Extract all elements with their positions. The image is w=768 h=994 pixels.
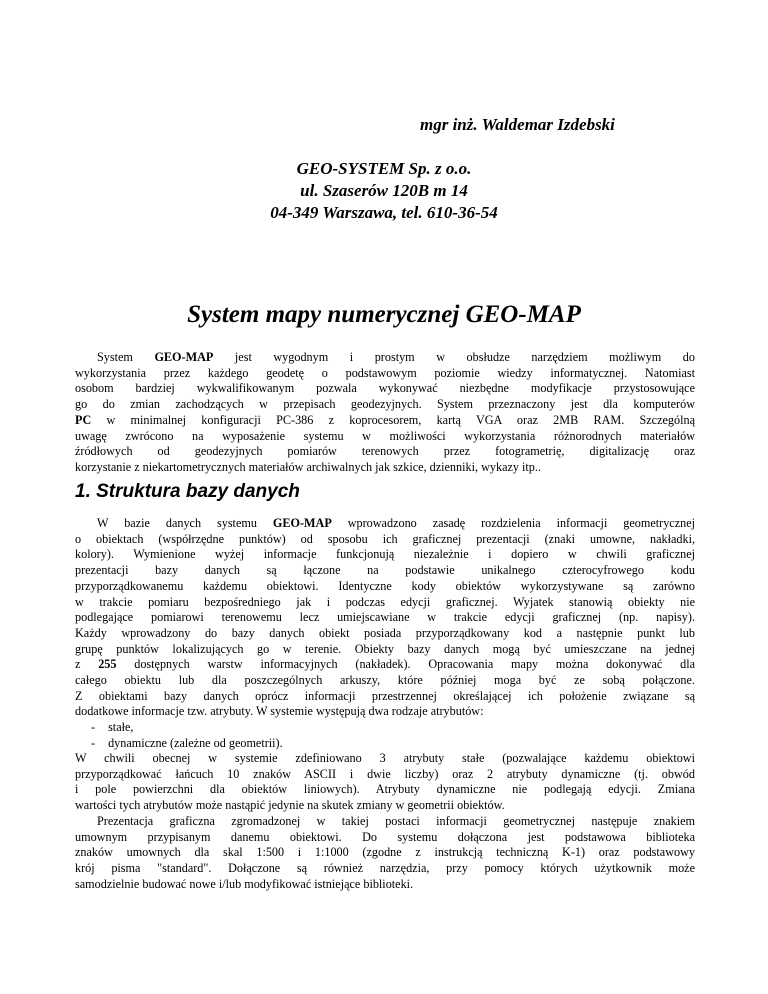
text-line: umownym przypisanym danemu obiektowi. Do systemu dołączona jest podstawowa biblioteka [75,829,695,844]
text-line: przyporządkować łańcuch 10 znaków ASCII i dwie liczby) oraz 2 atrybuty dynamiczne (tj. obwód [75,766,695,781]
document-title: System mapy numerycznej GEO-MAP [187,301,581,328]
text-line: przyporządkowanemu każdemu obiektowi. Identyczne kody obiektów wykorzystywane są zarówno [75,578,695,593]
list-item: - dynamiczne (zależne od geometrii). [91,735,283,750]
text-line: osobom bardziej wykwalifikowanym pozwala wykonywać niezbędne modyfikacje przystosowujące [75,381,695,396]
text-line: z 255 dostępnych warstw informacyjnych (nakładek). Opracowania mapy można dokonywać dla [75,657,695,672]
text-line: kolory). Wymienione wyżej informacje funkcjonują niezależnie i dopiero w chwili graficznej [75,547,695,562]
text-line: krój pisma "standard". Dołączone są również narzędzia, przy pomocy których użytkownik może [75,861,695,876]
text-line: samodzielnie budować nowe i/lub modyfikować istniejące biblioteki. [75,876,414,891]
attribute-list [75,720,695,751]
text-line: W chwili obecnej w systemie zdefiniowano 3 atrybuty stałe (pozwalające każdemu obiektowi [75,751,695,765]
text-line: w trakcie pomiaru bezpośredniego jak i podczas edycji graficznej. Wyjatek stanowią obiekty nie [75,594,695,609]
text-line: go do zmian zachodzących w przepisach geodezyjnych. System przeznaczony jest dla komputerów [75,397,695,412]
text-line: uwagę zwrócono na wyposażenie systemu w możliwości wykorzystania różnorodnych materiałów [75,428,695,443]
author-name: mgr inż. Waldemar Izdebski [420,115,615,134]
text-line: W bazie danych systemu GEO-MAP wprowadzono zasadę rozdzielenia informacji geometrycznej [97,516,695,530]
company-address-block [0,158,768,224]
text-line: i pole powierzchni dla obiektów liniowych). Atrybuty dynamiczne nie podlegają edycji. Zmiana [75,782,695,797]
text-line: prezentacji bazy danych są łączone na podstawie unikalnego czterocyfrowego kodu [75,563,695,578]
text-line: całego obiektu lub dla poszczególnych arkuszy, które później moga być ze sobą połączone. [75,673,695,688]
text-line: źródłowych od geodezyjnych pomiarów terenowych przez fotogrametrię, digitalizację oraz [75,444,695,459]
text-line: wykorzystania przez każdego geodetę o podstawowym poziomie wiedzy informatycznej. Natomiast [75,365,695,380]
text-line: korzystanie z niekartometrycznych materiałów archiwalnych jak szkice, dzienniki, wykazy itp.. [75,459,541,474]
company-name: GEO-SYSTEM Sp. z o.o. [296,159,472,178]
section-heading: 1. Struktura bazy danych [75,481,300,502]
text-line: dodatkowe informacje tzw. atrybuty. W systemie występują dwa rodzaje atrybutów: [75,704,484,719]
section1-paragraph-3 [75,814,695,893]
text-line: grupę punktów lokalizujących go w terenie. Obiekty bazy danych mogą być umieszczane na jednej [75,641,695,656]
section1-paragraph-1 [75,516,695,720]
company-city-phone: 04-349 Warszawa, tel. 610-36-54 [270,203,498,222]
list-item: - stałe, [91,720,134,734]
text-line: Z obiektami bazy danych oprócz informacji przestrzennej określającej ich położenie związane są [75,688,695,703]
text-line: Każdy wprowadzony do bazy danych obiekt posiada przyporządkowany kod a następnie punkt lub [75,625,695,640]
text-line: znaków umownych dla skal 1:500 i 1:1000 (zgodne z instrukcją techniczną K-1) oraz podstawowy [75,845,695,860]
text-line: o obiektach (współrzędne punktów) od sposobu ich graficznej prezentacji (znaki umowne, nakładki, [75,531,695,546]
text-line: Prezentacja graficzna zgromadzonej w takiej postaci informacji geometrycznej następuje znakiem [97,814,695,828]
section1-paragraph-2 [75,751,695,814]
text-line: PC w minimalnej konfiguracji PC-386 z koprocesorem, kartą VGA oraz 2MB RAM. Szczególną [75,412,695,427]
company-street: ul. Szaserów 120B m 14 [300,181,468,200]
text-line: podlegające pomiarowi terenowemu lecz umiejscawiane w trakcie edycji graficznej (np. napisy). [75,610,695,625]
intro-paragraph [75,350,695,476]
text-line: wartości tych atrybutów może nastąpić jedynie na skutek zmiany w geometrii obiektów. [75,798,505,813]
text-line: System GEO-MAP jest wygodnym i prostym w obsłudze narzędziem możliwym do [97,350,695,364]
